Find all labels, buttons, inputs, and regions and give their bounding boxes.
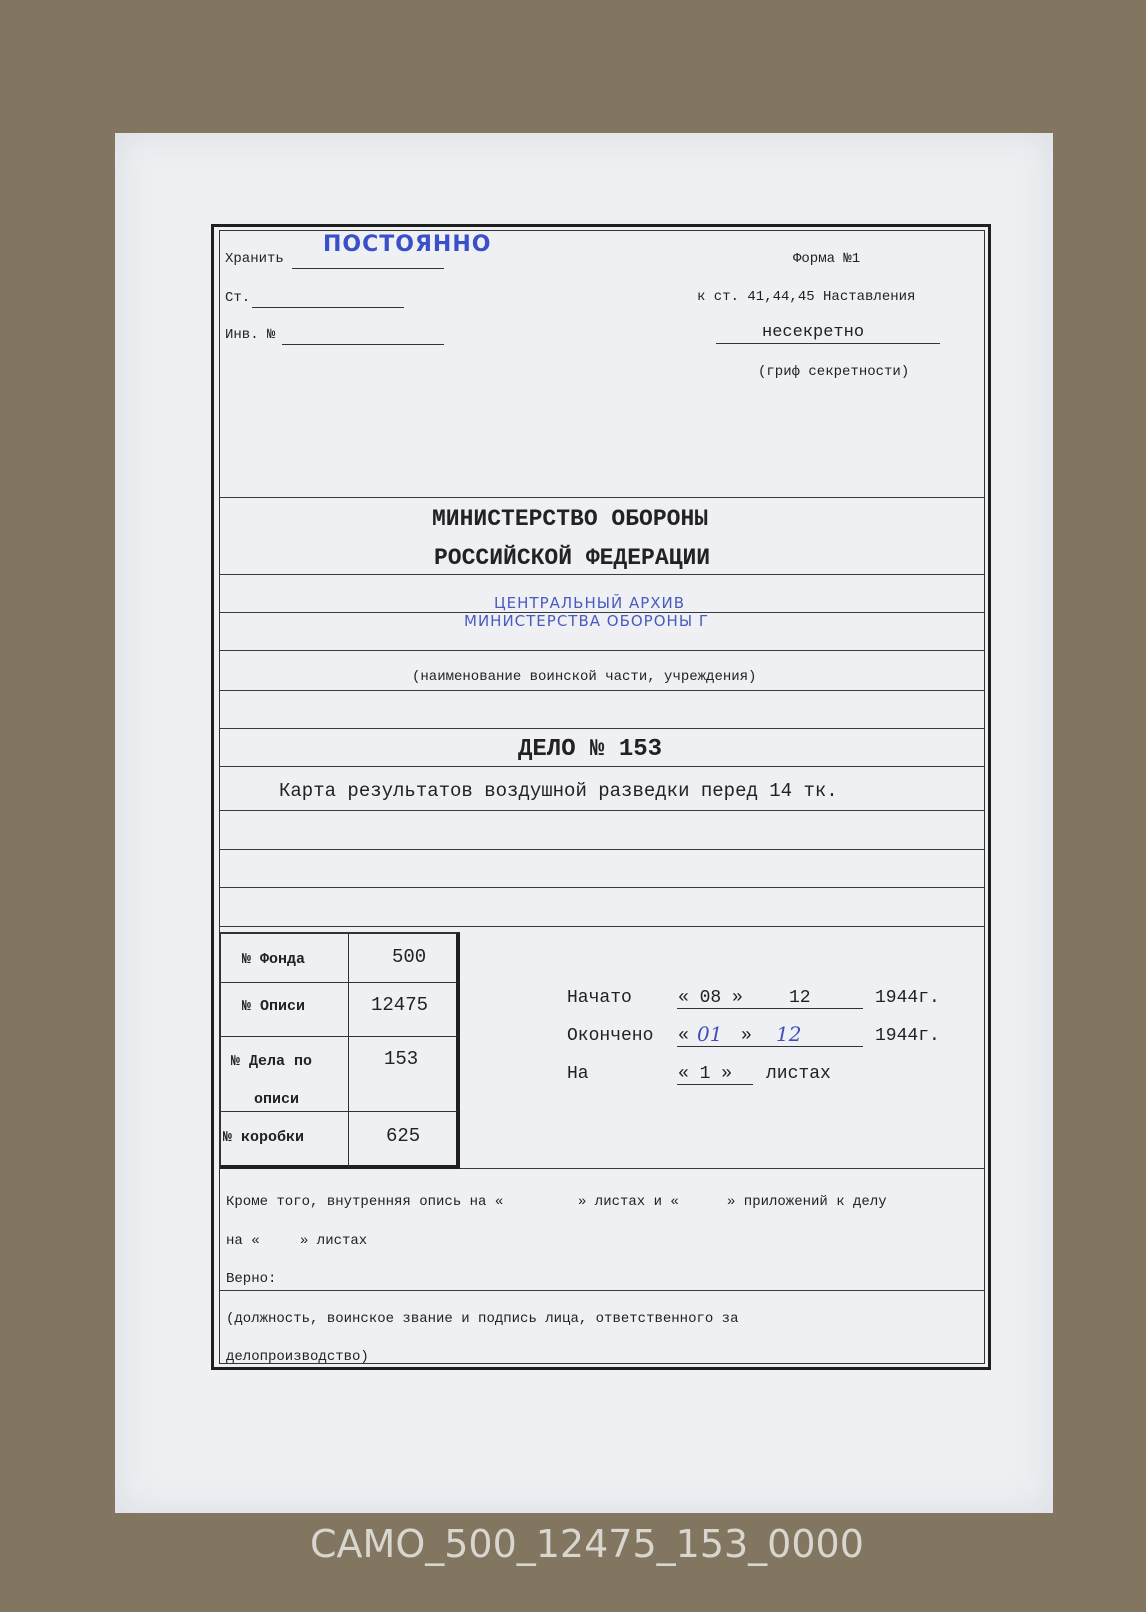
archive-stamp-line-2: МИНИСТЕРСТВА ОБОРОНЫ Г — [464, 612, 709, 630]
rule — [220, 926, 984, 927]
end-open-quote: « — [678, 1026, 689, 1046]
regulation-reference: к ст. 41,44,45 Наставления — [697, 289, 916, 305]
delo-label-1: № Дела по — [231, 1053, 313, 1070]
delo-value: 153 — [384, 1048, 419, 1070]
table-column-divider — [348, 934, 349, 1167]
rule — [220, 497, 984, 498]
ministry-line-2: РОССИЙСКОЙ ФЕДЕРАЦИИ — [434, 545, 711, 571]
rule — [220, 574, 984, 575]
secrecy-caption: (гриф секретности) — [758, 364, 910, 380]
inventory-text-3: » приложений к делу — [727, 1194, 887, 1210]
opis-label: № Описи — [242, 998, 306, 1015]
sheets-word: листах — [766, 1064, 831, 1084]
secrecy-value: несекретно — [762, 323, 865, 342]
end-day-handwritten: 01 — [697, 1022, 723, 1046]
khranit-underline — [292, 268, 444, 269]
rule — [220, 728, 984, 729]
khranit-label: Хранить — [225, 251, 284, 267]
inventory-text-1: Кроме того, внутренняя опись на « — [226, 1194, 504, 1210]
verno-label: Верно: — [226, 1271, 277, 1287]
start-month: 12 — [789, 988, 811, 1008]
sheets-count: « 1 » — [678, 1064, 733, 1084]
end-close-quote: » — [741, 1026, 752, 1046]
secrecy-underline — [716, 343, 940, 344]
case-title: ДЕЛО № 153 — [518, 736, 663, 763]
rule — [220, 887, 984, 888]
end-date-underline — [677, 1046, 863, 1047]
end-label: Окончено — [567, 1026, 654, 1046]
rule — [220, 849, 984, 850]
case-description: Карта результатов воздушной разведки перед 14 тк. — [279, 780, 838, 802]
rule — [220, 650, 984, 651]
fond-label: № Фонда — [242, 951, 306, 968]
inv-underline — [282, 344, 444, 345]
fond-value: 500 — [392, 946, 427, 968]
na-text-1: на « — [226, 1233, 260, 1249]
rule — [220, 766, 984, 767]
table-row-divider — [221, 1111, 457, 1112]
archive-stamp-line-1: ЦЕНТРАЛЬНЫЙ АРХИВ — [494, 594, 686, 612]
permanent-stamp: ПОСТОЯННО — [323, 232, 492, 257]
rule — [220, 810, 984, 811]
end-year: 1944г. — [875, 1026, 940, 1046]
inventory-text-2: » листах и « — [578, 1194, 679, 1210]
rule — [220, 1290, 984, 1291]
opis-value: 12475 — [371, 994, 429, 1016]
table-row-divider — [221, 1036, 457, 1037]
position-caption-2: делопроизводство) — [226, 1349, 369, 1365]
position-caption-1: (должность, воинское звание и подпись лица, ответственного за — [226, 1311, 739, 1327]
form-number: Форма №1 — [793, 251, 861, 267]
unit-caption: (наименование воинской части, учреждения) — [412, 669, 757, 685]
start-day: « 08 » — [678, 988, 743, 1008]
ministry-line-1: МИНИСТЕРСТВО ОБОРОНЫ — [432, 506, 709, 532]
st-label: Ст. — [225, 290, 251, 306]
box-value: 625 — [386, 1125, 421, 1147]
st-underline — [252, 307, 404, 308]
on-label: На — [567, 1064, 589, 1084]
file-label: САМО_500_12475_153_0000 — [310, 1522, 864, 1566]
rule — [220, 690, 984, 691]
box-label: № коробки — [223, 1129, 305, 1146]
start-label: Начато — [567, 988, 632, 1008]
start-date-underline — [677, 1008, 863, 1009]
inv-label: Инв. № — [225, 327, 276, 343]
delo-label-2: описи — [254, 1091, 300, 1108]
na-text-2: » листах — [300, 1233, 368, 1249]
table-row-divider — [221, 982, 457, 983]
sheets-underline — [677, 1084, 753, 1085]
start-year: 1944г. — [875, 988, 940, 1008]
end-month-handwritten: 12 — [776, 1022, 802, 1046]
